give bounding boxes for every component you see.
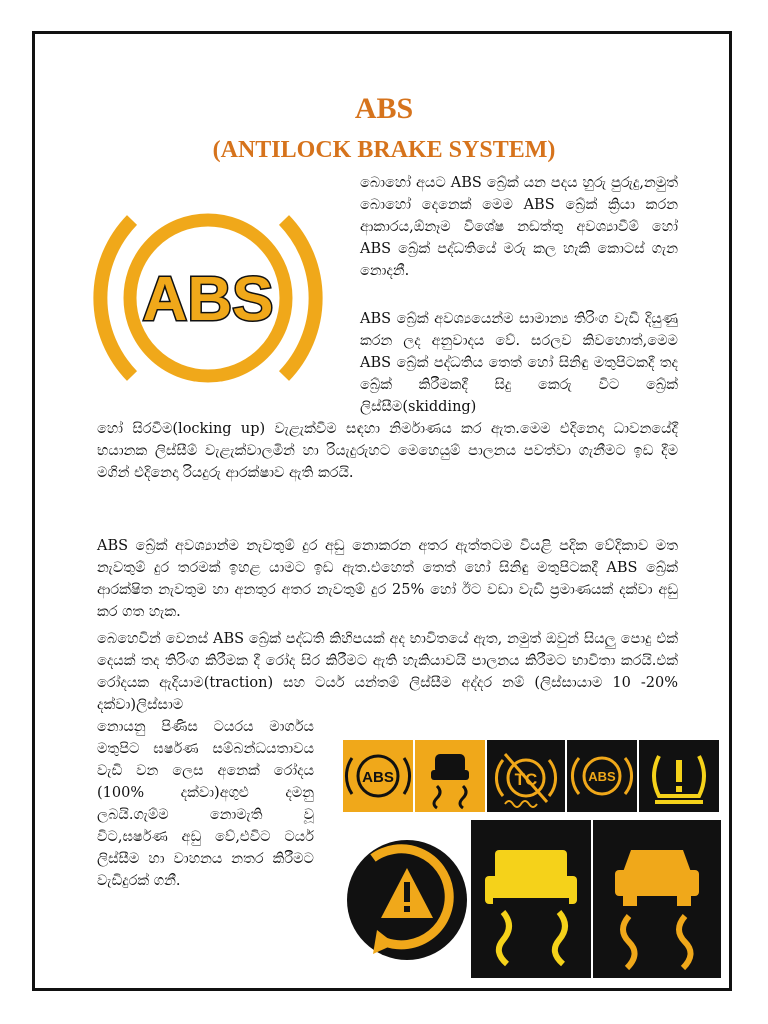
svg-text:ABS: ABS	[362, 769, 394, 786]
paragraph-stopping-distance: ABS බ්‍රේක් අවශ්‍යාන්ම නැවතුම් දුර අඩු නොකරන අතර ඇත්තටම වියළි පදික වේදිකාව මත නැවතුම් දුර තරමක් ඉහළ යාමට ඉඩ ඇත.එහෙත් තෙත් හෝ සිනිඳු මතුපිටකදී ABS බ්‍රේක් ආරක්ෂිත නැවතුම හා අනතුර අතර නැවතුම් දුර 25% හෝ ඊට වඩා වැඩි ප්‍රමාණයක් දක්වා අඩු කර ගත හැක.	[97, 538, 678, 620]
abs-warning-logo-icon	[88, 180, 328, 415]
traction-control-icon	[415, 740, 485, 812]
warning-icons-grid	[343, 740, 723, 980]
abs-small-icon	[343, 740, 413, 812]
paragraph-intro: බොහෝ අයට ABS බ්‍රේක් යන පදය හුරු පුරුදු,නමුත් බොහෝ දෙනෙක් මෙම ABS බ්‍රේක් ක්‍රියා කරන ආකාරය,ඕනෑම විශේෂ නඩත්තු අවශ්‍යාවීම් හෝ ABS බ්‍රේක් පද්ධතියේ මරු කල හැකි කොටස් ගැන නොදනී.	[360, 175, 678, 279]
paragraph-traction: නොයනු පිණිස ටයරය මාර්ගය මතුපිට ඝර්ෂණ සම්බන්ධයතාවය වැඩි වන ලෙස අනෙක් රෝදය (100% දක්වා)අගුළු දමනු ලබයි.ගැම්ම නොමැති වූ විට,ඝර්ෂණ අඩු වේ,එවිට ටයර් ලිස්සීම හා වාහනය නතර කිරීමට වැඩිදුරක් ගනී.	[97, 719, 314, 889]
page-title: ABS	[354, 92, 414, 125]
abs-logo-text: ABS	[142, 265, 274, 334]
paragraph-abs-description: ABS බ්‍රේක් අවශ්‍යයෙන්ම සාමාන්‍ය තිරිංග වැඩි දියුණු කරන ලද අනුවාදය වේ. සරලව කිවහොත්,මෙම ABS බ්‍රේක් පද්ධතිය තෙත් හෝ සිනිඳු මතුපිටකදී තද බ්‍රේක් කිරීමකදී සිදු කෙරු විට බ්‍රේක් ලිස්සීම(skidding)	[360, 311, 678, 415]
stability-warning-icon	[343, 818, 471, 978]
skid-warning-icon	[471, 820, 591, 978]
tc-off-icon	[487, 740, 565, 812]
abs-orange-icon	[567, 740, 637, 812]
svg-text:ABS: ABS	[588, 769, 616, 784]
traction-slip-icon	[593, 820, 721, 978]
svg-text:TC: TC	[514, 770, 538, 789]
paragraph-abs-systems: බෙහෙවින් වෙනස් ABS බ්‍රේක් පද්ධති කිහිපයක් අද භාවිතයේ ඇත, නමුත් ඔවුන් සියලු පොදු එක් දෙයක් තද තිරිංග කිරීමක දී රෝද සිර කිරීමට ඇති හැකියාවයි පාලනය කිරීමට භාවිතා කරයි.එක් රෝදයක ඇදියාම(traction) සහ ටයර් යන්තම් ලිස්සීම අද්දර නම් (ලිස්සායාම 10 -20% දක්වා)ලිස්සාම	[97, 631, 678, 713]
tire-pressure-icon	[639, 740, 719, 812]
paragraph-abs-description-continued: හෝ සිරවීම(locking up) වැළැක්වීම සඳහා නිර්මාණය කර ඇත.මෙම එදිනෙදා ධාවනයේදී භයානක ලිස්සීම් වැළැක්වාලමින් හා රියැදුරුහට මෙහෙයුම් පාලනය පවත්වා ගැනීමට ඉඩ දීම මගින් එදිනෙදා රියදුරු ආරක්ෂාව ඇති කරයි.	[97, 421, 678, 481]
page-subtitle: (ANTILOCK BRAKE SYSTEM)	[212, 137, 556, 163]
